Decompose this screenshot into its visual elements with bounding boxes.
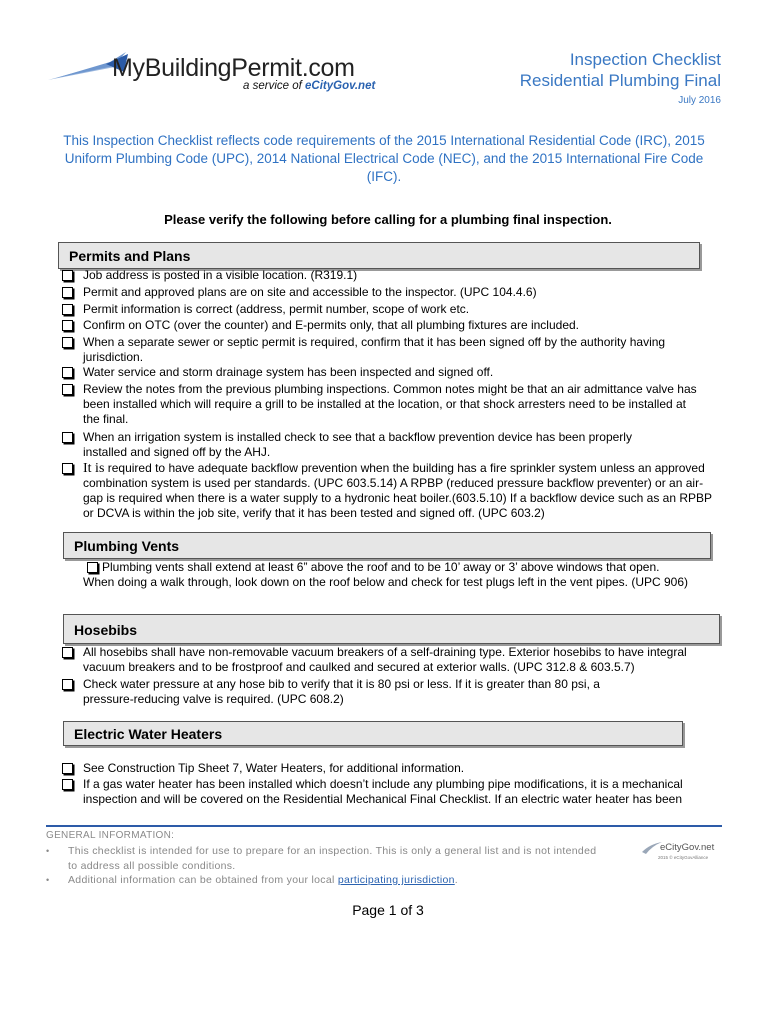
checklist-item: Water service and storm drainage system has been inspected and signed off.	[83, 365, 494, 379]
section-header-water-heaters: Electric Water Heaters	[63, 721, 683, 746]
checkbox-permits-7[interactable]	[62, 384, 73, 395]
checklist-item: Plumbing vents shall extend at least 6” above the roof and to be 10’ away or 3’ above windows that open. When doing a walk through, look down on the roof below and check for test plugs left in the vent pipes. (UPC 906)	[83, 560, 689, 589]
checklist-item: See Construction Tip Sheet 7, Water Heaters, for additional information.	[83, 761, 465, 775]
checklist-item: Job address is posted in a visible location. (R319.1)	[83, 268, 358, 282]
footer-divider	[46, 825, 722, 827]
checkbox-permits-9[interactable]	[62, 463, 73, 474]
checkbox-permits-3[interactable]	[62, 304, 73, 315]
bullet-icon: •	[46, 875, 50, 885]
bullet-icon: •	[46, 846, 50, 856]
page-number: Page 1 of 3	[352, 902, 424, 918]
footer-bullet-1: This checklist is intended for use to prepare for an inspection. This is only a general list and is not intended to address all possible conditions.	[68, 845, 597, 872]
checkbox-hosebibs-2[interactable]	[62, 679, 73, 690]
checkbox-heaters-1[interactable]	[62, 763, 73, 774]
checklist-title: Inspection Checklist	[569, 50, 721, 69]
general-info-heading: GENERAL INFORMATION:	[46, 830, 175, 841]
checklist-subtitle: Residential Plumbing Final	[519, 71, 721, 90]
checkbox-permits-8[interactable]	[62, 432, 73, 443]
ecitygov-swoosh-icon	[642, 842, 662, 854]
ecitygov-logo-text: eCityGov.net	[660, 842, 715, 853]
checklist-item: Confirm on OTC (over the counter) and E-permits only, that all plumbing fixtures are included.	[83, 318, 579, 332]
participating-jurisdiction-link[interactable]: participating jurisdiction	[337, 874, 455, 886]
verify-heading: Please verify the following before calling for a plumbing final inspection.	[164, 212, 612, 227]
ecitygov-logo	[640, 838, 716, 868]
checklist-item: When an irrigation system is installed check to see that a backflow prevention device has been properly installed and signed off by the AHJ.	[83, 430, 632, 459]
checkbox-permits-5[interactable]	[62, 337, 73, 348]
section-header-permits: Permits and Plans	[58, 242, 700, 269]
footer-bullet-2: Additional information can be obtained from your local participating jurisdiction.	[68, 874, 458, 886]
intro-paragraph: This Inspection Checklist reflects code requirements of the 2015 International Residential Code (IRC), 2015 Uniform Plumbing Code (UPC), 2014 National Electrical Code (NEC), and the 2015 International Fire Code (IFC).	[63, 133, 705, 184]
checkbox-hosebibs-1[interactable]	[62, 647, 73, 658]
checklist-item: If a gas water heater has been installed which doesn’t include any plumbing pipe modifications, it is a mechanical inspection and will be covered on the Residential Mechanical Final Checklist. If an electric water heater has been	[83, 777, 683, 806]
checklist-item: It is required to have adequate backflow prevention when the building has a fire sprinkler system unless an approved combination system is used per standards. (UPC 603.5.14) A RPBP (reduced pressure backflow preventer) or an air-gap is required when there is a water supply to a hydronic heat boiler.(603.5.10) If a backflow device such as an RPBP or DCVA is within the job site, verify that it has been tested and signed off. (UPC 603.2)	[83, 461, 712, 520]
checklist-item: Permit and approved plans are on site and accessible to the inspector. (UPC 104.4.6)	[83, 285, 537, 299]
logo-text: MyBuildingPermit.com	[112, 54, 355, 82]
checklist-item: Check water pressure at any hose bib to verify that it is 80 psi or less. If it is greater than 80 psi, a pressure-reducing valve is required. (UPC 608.2)	[83, 677, 600, 706]
checkbox-permits-1[interactable]	[62, 270, 73, 281]
checklist-item: All hosebibs shall have non-removable vacuum breakers of a self-draining type. Exterior hosebibs to have integral vacuum breakers and to be frostproof and caulked and secured at exterior walls. (UPC 312.8 & 603.5.7)	[83, 645, 687, 674]
checklist-item: Review the notes from the previous plumbing inspections. Common notes might be that an air admittance valve has been installed which will require a grill to be installed at the location, or that shock arresters need to be installed at the final.	[83, 382, 697, 426]
section-header-vents: Plumbing Vents	[63, 532, 711, 559]
checkbox-permits-6[interactable]	[62, 367, 73, 378]
logo-subtitle: a service of eCityGov.net	[243, 80, 376, 92]
checklist-item: When a separate sewer or septic permit is required, confirm that it has been signed off by the authority having jurisdiction.	[83, 335, 666, 364]
checkbox-permits-2[interactable]	[62, 287, 73, 298]
ecitygov-copyright: 2015 © eCityGovAlliance	[658, 855, 709, 860]
checkbox-heaters-2[interactable]	[62, 779, 73, 790]
section-header-hosebibs: Hosebibs	[63, 614, 720, 644]
checklist-item: Permit information is correct (address, permit number, scope of work etc.	[83, 302, 470, 316]
checkbox-permits-4[interactable]	[62, 320, 73, 331]
checklist-date: July 2016	[678, 95, 721, 106]
